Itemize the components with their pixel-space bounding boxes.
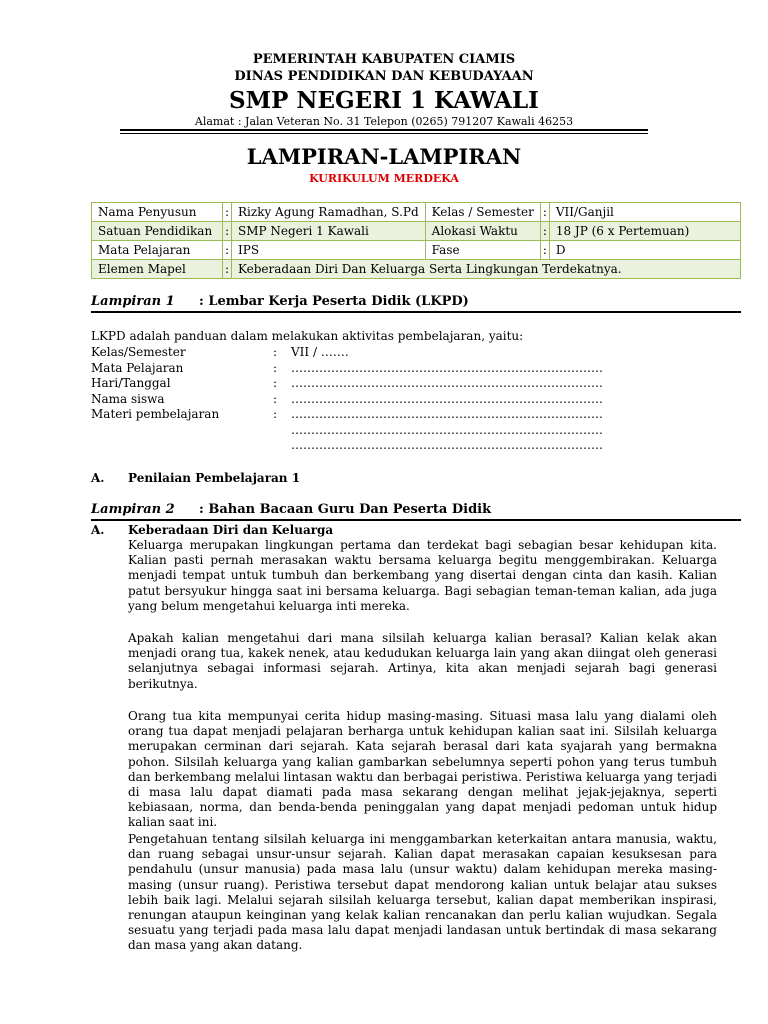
table-cell: : <box>540 222 549 241</box>
page-title: LAMPIRAN-LAMPIRAN <box>246 144 522 169</box>
lampiran-1-title: : Lembar Kerja Peserta Didik (LKPD) <box>199 294 469 309</box>
table-cell: SMP Negeri 1 Kawali <box>232 222 426 241</box>
table-cell: D <box>549 241 740 260</box>
form-row <box>91 361 741 377</box>
paragraph: Apakah kalian mengetahui dari mana silsilah keluarga kalian berasal? Kalian kelak akan menjadi orang tua, kakek nenek, atau kedudukan keluarga lain yang akan diingat oleh generasi selanjutnya sebagai informasi sejarah. Artinya, kita akan menjadi sejarah bagi generasi berikutnya. <box>128 631 717 691</box>
section-title: Penilaian Pembelajaran 1 <box>128 471 301 485</box>
table-cell: : <box>223 203 232 222</box>
form-label: Materi pembelajaran <box>91 407 220 421</box>
table-cell: : <box>223 241 232 260</box>
table-cell: : <box>540 203 549 222</box>
lampiran-2-heading <box>91 502 741 521</box>
lampiran-2-title: : Bahan Bacaan Guru Dan Peserta Didik <box>199 502 492 517</box>
form-label: Kelas/Semester <box>91 345 186 359</box>
table-cell: Kelas / Semester <box>425 203 540 222</box>
lkpd-intro: LKPD adalah panduan dalam melakukan aktivitas pembelajaran, yaitu: <box>91 329 524 343</box>
form-blank: …………………………………………………………………… <box>291 391 603 406</box>
form-colon: : <box>273 391 278 406</box>
lampiran-1-heading <box>91 294 741 313</box>
section-number: A. <box>91 471 105 485</box>
header-school-name: SMP NEGERI 1 KAWALI <box>229 87 539 114</box>
form-blank: …………………………………………………………………… <box>291 360 603 375</box>
form-row <box>91 345 741 361</box>
table-cell: : <box>540 241 549 260</box>
form-row <box>91 392 741 408</box>
form-row <box>91 423 741 439</box>
header-rule-thin <box>120 133 648 134</box>
table-cell: Nama Penyusun <box>92 203 223 222</box>
form-label: Nama siswa <box>91 391 165 406</box>
table-cell: Fase <box>425 241 540 260</box>
form-row <box>91 376 741 392</box>
table-cell: : <box>223 260 232 279</box>
table-cell: 18 JP (6 x Pertemuan) <box>549 222 740 241</box>
form-row <box>91 407 741 423</box>
form-blank: …………………………………………………………………… <box>291 422 603 437</box>
paragraph: Pengetahuan tentang silsilah keluarga ini menggambarkan keterkaitan antara manusia, waktu, dan ruang sebagai unsur-unsur sejarah. Kalian dapat merasakan capaian kesuksesan para pendahulu (unsur manusia) pada masa lalu (unsur waktu) dalam kehidupan mereka masing-masing (unsur ruang). Peristiwa tersebut dapat mendorong kalian untuk belajar atau sukses lebih baik lagi. Melalui sejarah silsilah keluarga tersebut, kalian dapat memberikan inspirasi, renungan ataupun keinginan yang kelak kalian rencanakan dan perlu kalian wujudkan. Segala sesuatu yang terjadi pada masa lalu dapat menjadi landasan untuk bertindak di masa sekarang dan masa yang akan datang. <box>128 832 717 953</box>
table-cell: Elemen Mapel <box>92 260 223 279</box>
section-title: Keberadaan Diri dan Keluarga <box>128 523 334 537</box>
header-government: PEMERINTAH KABUPATEN CIAMIS <box>252 52 516 67</box>
form-colon: : <box>273 360 278 375</box>
form-label: Hari/Tanggal <box>91 376 171 390</box>
table-cell: IPS <box>232 241 426 260</box>
table-row <box>92 222 741 241</box>
paragraph: Keluarga merupakan lingkungan pertama dan terdekat bagi sebagian besar kehidupan kita. Kalian pasti pernah merasakan waktu bersama keluarga begitu menggembirakan. Keluarga menjadi tempat untuk tumbuh dan berkembang yang disertai dengan cinta dan kasih. Kalian patut bersyukur hingga saat ini bersama keluarga. Bagi sebagian teman-teman kalian, ada juga yang belum mengetahui keluarga inti mereka. <box>128 538 717 613</box>
lampiran-1-label: Lampiran 1 <box>91 294 175 309</box>
identity-table <box>91 202 741 279</box>
table-row <box>92 260 741 279</box>
form-colon: : <box>273 407 278 421</box>
table-cell: Rizky Agung Ramadhan, S.Pd <box>232 203 426 222</box>
table-cell: Alokasi Waktu <box>425 222 540 241</box>
form-blank: …………………………………………………………………… <box>291 376 603 390</box>
form-label: Mata Pelajaran <box>91 360 184 375</box>
form-blank: …………………………………………………………………… <box>291 407 603 421</box>
table-cell: VII/Ganjil <box>549 203 740 222</box>
form-blank: …………………………………………………………………… <box>291 438 603 452</box>
form-blank: VII / ……. <box>291 345 349 359</box>
section-a-keberadaan <box>91 523 333 537</box>
header-address: Alamat : Jalan Veteran No. 31 Telepon (0265) 791207 Kawali 46253 <box>194 115 574 128</box>
table-row <box>92 203 741 222</box>
header-department: DINAS PENDIDIKAN DAN KEBUDAYAAN <box>234 69 534 84</box>
form-colon: : <box>273 345 278 359</box>
table-cell: Satuan Pendidikan <box>92 222 223 241</box>
lampiran-2-label: Lampiran 2 <box>91 502 175 517</box>
header-rule-thick <box>120 129 648 131</box>
page-subtitle: KURIKULUM MERDEKA <box>309 172 459 185</box>
table-cell: Mata Pelajaran <box>92 241 223 260</box>
table-cell: : <box>223 222 232 241</box>
form-row <box>91 438 741 454</box>
table-cell: Keberadaan Diri Dan Keluarga Serta Lingkungan Terdekatnya. <box>232 260 741 279</box>
lkpd-form <box>91 345 741 454</box>
section-a-penilaian <box>91 471 300 485</box>
form-colon: : <box>273 376 278 390</box>
table-row <box>92 241 741 260</box>
paragraph: Orang tua kita mempunyai cerita hidup masing-masing. Situasi masa lalu yang dialami oleh orang tua dapat menjadi pelajaran berharga untuk kehidupan kalian saat ini. Silsilah keluarga merupakan cerminan dari sejarah. Kata sejarah berasal dari kata syajarah yang bermakna pohon. Silsilah keluarga yang kalian gambarkan sebelumnya seperti pohon yang terus tumbuh dan berkembang melalui lintasan waktu dan berbagai peristiwa. Peristiwa keluarga yang terjadi di masa lalu dapat diamati pada masa sekarang dengan melihat jejak-jejaknya, seperti kebiasaan, norma, dan benda-benda peninggalan yang dapat menjadi pedoman untuk hidup kalian saat ini. <box>128 709 717 830</box>
section-number: A. <box>91 523 105 537</box>
